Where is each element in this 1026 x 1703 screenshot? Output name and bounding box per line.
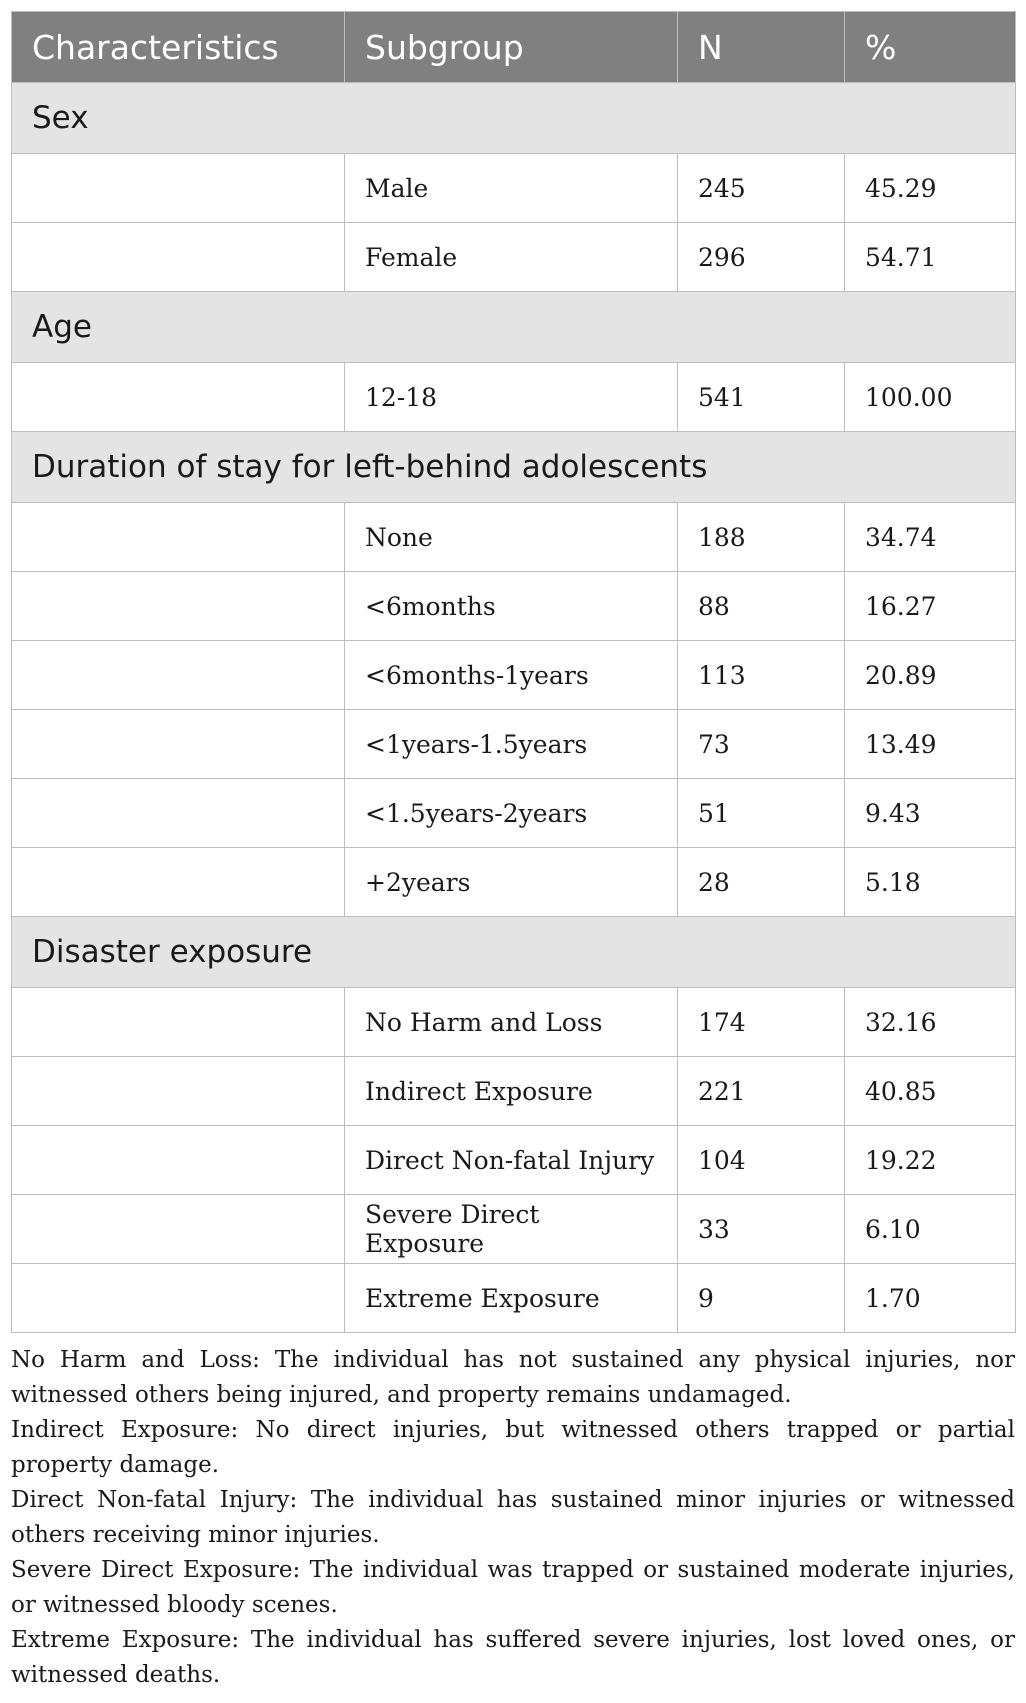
n-cell: 51 xyxy=(678,779,845,848)
group-row-sex xyxy=(12,83,1016,154)
footnote-indirect-exposure: Indirect Exposure: No direct injuries, but witnessed others trapped or partial property damage. xyxy=(11,1417,1015,1478)
subgroup-cell: <6months-1years xyxy=(345,641,678,710)
characteristics-cell xyxy=(12,1126,345,1195)
subgroup-cell: +2years xyxy=(345,848,678,917)
footnote-severe-direct-exposure: Severe Direct Exposure: The individual was trapped or sustained moderate injuries, or witnessed bloody scenes. xyxy=(11,1557,1015,1618)
table-header xyxy=(12,12,1016,83)
footnote-extreme-exposure: Extreme Exposure: The individual has suffered severe injuries, lost loved ones, or witnessed deaths. xyxy=(11,1627,1015,1688)
header-row xyxy=(12,12,1016,83)
footnote-direct-non-fatal-injury: Direct Non-fatal Injury: The individual has sustained minor injuries or witnessed others receiving minor injuries. xyxy=(11,1487,1015,1548)
table-row xyxy=(12,223,1016,292)
table-body xyxy=(12,83,1016,1333)
table-row xyxy=(12,572,1016,641)
subgroup-cell: <1years-1.5years xyxy=(345,710,678,779)
characteristics-cell xyxy=(12,1057,345,1126)
n-cell: 28 xyxy=(678,848,845,917)
percent-cell: 40.85 xyxy=(845,1057,1016,1126)
subgroup-cell: No Harm and Loss xyxy=(345,988,678,1057)
percent-cell: 45.29 xyxy=(845,154,1016,223)
characteristics-cell xyxy=(12,779,345,848)
header-n: N xyxy=(678,12,845,83)
characteristics-cell xyxy=(12,1195,345,1264)
n-cell: 73 xyxy=(678,710,845,779)
characteristics-cell xyxy=(12,641,345,710)
n-cell: 88 xyxy=(678,572,845,641)
n-cell: 188 xyxy=(678,503,845,572)
n-cell: 296 xyxy=(678,223,845,292)
subgroup-cell: Male xyxy=(345,154,678,223)
document-page xyxy=(11,11,1015,1693)
table-footnotes xyxy=(11,1343,1015,1693)
characteristics-cell xyxy=(12,1264,345,1333)
percent-cell: 1.70 xyxy=(845,1264,1016,1333)
group-row-disaster-exposure xyxy=(12,917,1016,988)
percent-cell: 9.43 xyxy=(845,779,1016,848)
table-row xyxy=(12,1057,1016,1126)
subgroup-cell: <6months xyxy=(345,572,678,641)
table-row xyxy=(12,154,1016,223)
characteristics-cell xyxy=(12,223,345,292)
footnote-no-harm: No Harm and Loss: The individual has not sustained any physical injuries, nor witnessed others being injured, and property remains undamaged. xyxy=(11,1347,1015,1408)
subgroup-cell: Severe Direct Exposure xyxy=(345,1195,678,1264)
n-cell: 9 xyxy=(678,1264,845,1333)
group-row-age xyxy=(12,292,1016,363)
n-cell: 221 xyxy=(678,1057,845,1126)
table-row xyxy=(12,1195,1016,1264)
percent-cell: 100.00 xyxy=(845,363,1016,432)
n-cell: 174 xyxy=(678,988,845,1057)
n-cell: 104 xyxy=(678,1126,845,1195)
percent-cell: 34.74 xyxy=(845,503,1016,572)
n-cell: 541 xyxy=(678,363,845,432)
percent-cell: 5.18 xyxy=(845,848,1016,917)
table-row xyxy=(12,779,1016,848)
percent-cell: 20.89 xyxy=(845,641,1016,710)
subgroup-cell: None xyxy=(345,503,678,572)
characteristics-table xyxy=(11,11,1016,1333)
table-row xyxy=(12,988,1016,1057)
n-cell: 113 xyxy=(678,641,845,710)
characteristics-cell xyxy=(12,848,345,917)
n-cell: 33 xyxy=(678,1195,845,1264)
table-row xyxy=(12,1264,1016,1333)
subgroup-cell: 12-18 xyxy=(345,363,678,432)
table-row xyxy=(12,503,1016,572)
percent-cell: 54.71 xyxy=(845,223,1016,292)
characteristics-cell xyxy=(12,710,345,779)
subgroup-cell: Direct Non-fatal Injury xyxy=(345,1126,678,1195)
header-subgroup: Subgroup xyxy=(345,12,678,83)
characteristics-cell xyxy=(12,572,345,641)
percent-cell: 19.22 xyxy=(845,1126,1016,1195)
subgroup-cell: Extreme Exposure xyxy=(345,1264,678,1333)
group-label: Age xyxy=(12,292,1016,363)
characteristics-cell xyxy=(12,154,345,223)
group-label: Duration of stay for left-behind adolescents xyxy=(12,432,1016,503)
group-label: Sex xyxy=(12,83,1016,154)
table-row xyxy=(12,363,1016,432)
percent-cell: 16.27 xyxy=(845,572,1016,641)
table-row xyxy=(12,1126,1016,1195)
group-label: Disaster exposure xyxy=(12,917,1016,988)
characteristics-cell xyxy=(12,988,345,1057)
n-cell: 245 xyxy=(678,154,845,223)
subgroup-cell: <1.5years-2years xyxy=(345,779,678,848)
group-row-duration xyxy=(12,432,1016,503)
table-row xyxy=(12,641,1016,710)
percent-cell: 32.16 xyxy=(845,988,1016,1057)
subgroup-cell: Indirect Exposure xyxy=(345,1057,678,1126)
table-row xyxy=(12,710,1016,779)
percent-cell: 6.10 xyxy=(845,1195,1016,1264)
header-percent: % xyxy=(845,12,1016,83)
header-characteristics: Characteristics xyxy=(12,12,345,83)
characteristics-cell xyxy=(12,363,345,432)
subgroup-cell: Female xyxy=(345,223,678,292)
table-row xyxy=(12,848,1016,917)
percent-cell: 13.49 xyxy=(845,710,1016,779)
characteristics-cell xyxy=(12,503,345,572)
